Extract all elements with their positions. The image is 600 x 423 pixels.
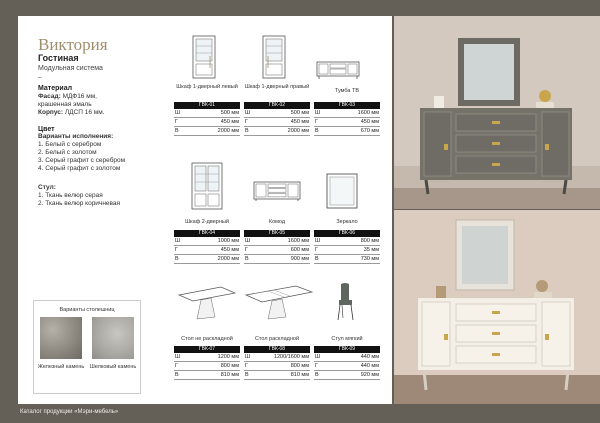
product-code: ГВК-06 [314, 230, 380, 237]
spec-row: Г 450 мм [175, 247, 239, 253]
product-name: Стол не раскладной [181, 336, 233, 342]
product-code: ГВК-03 [314, 102, 380, 109]
photo-white-set [394, 210, 600, 404]
facade-value-2: крашенная эмаль [38, 101, 92, 108]
facade-line [38, 94, 97, 101]
spec-row: Ш 1200/1600 мм [245, 354, 309, 360]
color-variant: 3. Серый графит с серебром [38, 157, 126, 164]
color-variant: 4. Серый графит с золотом [38, 165, 121, 172]
facade-label: Фасад: [38, 93, 61, 100]
product-code: ГВК-01 [174, 102, 240, 109]
color-title: Цвет [38, 126, 55, 133]
product-name: Шкаф 1-дверный правый [244, 84, 310, 90]
table-extendable-sketch [244, 283, 314, 321]
tabletop-title: Варианты столешниц [59, 307, 115, 313]
spec-row: Г 800 мм [245, 363, 309, 369]
spec-table [174, 346, 240, 380]
system-label: Модульная система [38, 65, 103, 72]
spec-table [244, 346, 310, 380]
spec-row: В 2000 мм [245, 128, 309, 134]
spec-row: Ш 440 мм [315, 354, 379, 360]
spec-table [244, 230, 310, 264]
product-name: Комод [268, 219, 286, 225]
product-code: ГВК-07 [174, 346, 240, 353]
spec-row: Г 440 мм [315, 363, 379, 369]
spec-row: В 920 мм [315, 372, 379, 378]
product-code: ГВК-09 [314, 346, 380, 353]
chair-sketch [333, 282, 357, 322]
tabletop-variants [33, 300, 141, 394]
facade-value: МДФ16 мм, [62, 93, 97, 100]
tabletop-label: Железный камень [37, 364, 85, 370]
chest-sketch [252, 180, 302, 202]
material-title: Материал [38, 85, 73, 92]
tv-stand-sketch [315, 58, 361, 80]
mirror-sketch [325, 172, 359, 210]
variants-title: Варианты исполнения: [38, 133, 114, 140]
spec-table [174, 230, 240, 264]
spec-row: Г 600 мм [245, 247, 309, 253]
spec-row: В 2000 мм [175, 256, 239, 262]
spec-table [244, 102, 310, 136]
body-value: ЛДСП 16 мм. [64, 109, 105, 116]
collection-subtitle: Гостиная [38, 53, 79, 63]
spec-row: Ш 800 мм [315, 238, 379, 244]
product-name: Тумба ТВ [334, 88, 360, 94]
spec-table [314, 346, 380, 380]
brand-title: Виктория [38, 35, 108, 54]
cabinet-double-sketch [189, 161, 225, 211]
product-code: ГВК-08 [244, 346, 310, 353]
color-variant: 2. Белый с золотом [38, 149, 97, 156]
product-name: Зеркало [336, 219, 358, 225]
spec-table [174, 102, 240, 136]
photo-gray-set [394, 16, 600, 209]
spec-row: Ш 1600 мм [315, 110, 379, 116]
spec-row: Ш 1200 мм [175, 354, 239, 360]
product-name: Стол раскладной [254, 336, 300, 342]
body-label: Корпус: [38, 109, 64, 116]
spec-row: Г 450 мм [245, 119, 309, 125]
product-code: ГВК-02 [244, 102, 310, 109]
spec-row: Г 800 мм [175, 363, 239, 369]
spec-row: В 670 мм [315, 128, 379, 134]
chair-title: Стул: [38, 184, 56, 191]
product-name: Шкаф 2-дверный [185, 219, 229, 225]
cabinet-left-sketch [189, 34, 219, 80]
spec-row: Ш 1600 мм [245, 238, 309, 244]
chair-variant: 1. Ткань велюр серая [38, 192, 103, 199]
spec-row: В 730 мм [315, 256, 379, 262]
product-name: Шкаф 1-дверный левый [176, 84, 238, 90]
dash: – [38, 74, 42, 81]
tabletop-swatch-iron-stone [40, 317, 82, 359]
spec-row: Г 450 мм [315, 119, 379, 125]
spec-table [314, 230, 380, 264]
spec-table [314, 102, 380, 136]
product-code: ГВК-04 [174, 230, 240, 237]
color-variant: 1. Белый с серебром [38, 141, 102, 148]
footer-caption: Каталог продукции «Мэри-мебель» [20, 409, 119, 415]
spec-row: Ш 1000 мм [175, 238, 239, 244]
product-name: Стул мягкий [331, 336, 363, 342]
body-line [38, 110, 105, 117]
table-fixed-sketch [175, 283, 237, 321]
product-code: ГВК-05 [244, 230, 310, 237]
spec-row: В 2000 мм [175, 128, 239, 134]
spec-row: Г 450 мм [175, 119, 239, 125]
chair-variant: 2. Ткань велюр коричневая [38, 200, 121, 207]
spec-row: Г 35 мм [315, 247, 379, 253]
spec-row: Ш 500 мм [175, 110, 239, 116]
tabletop-label: Шелковый камень [89, 364, 137, 370]
tabletop-swatch-silk-stone [92, 317, 134, 359]
spec-row: Ш 500 мм [245, 110, 309, 116]
spec-row: В 810 мм [175, 372, 239, 378]
spec-row: В 810 мм [245, 372, 309, 378]
spec-row: В 900 мм [245, 256, 309, 262]
cabinet-right-sketch [259, 34, 289, 80]
